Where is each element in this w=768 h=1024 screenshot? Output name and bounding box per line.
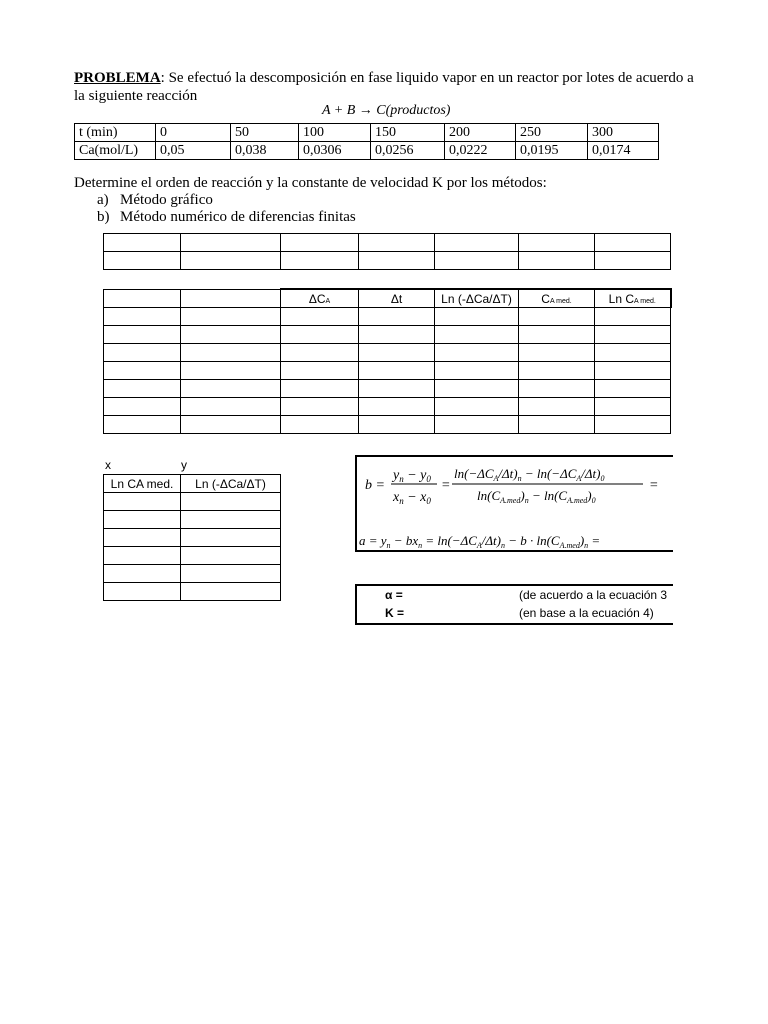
data-table (74, 123, 659, 160)
table-cell (519, 398, 595, 416)
table-cell (359, 252, 435, 270)
table-cell (181, 362, 281, 380)
table-row (104, 529, 281, 547)
k-label: K = (385, 606, 405, 620)
table-cell (359, 234, 435, 252)
table-cell (359, 362, 435, 380)
header-ca-med: CA med. (519, 289, 595, 308)
table-cell (281, 252, 359, 270)
table-cell (104, 416, 181, 434)
table-cell (519, 234, 595, 252)
table-row (104, 416, 671, 434)
table-cell (104, 362, 181, 380)
table-cell (181, 252, 281, 270)
problem-text-1: : Se efectuó la descomposición en fase liquido vapor en un reactor por lotes de acuerdo a (160, 70, 694, 86)
table-cell (104, 583, 181, 601)
table-cell (435, 344, 519, 362)
problem-line-1 (74, 69, 694, 87)
table-row (104, 493, 281, 511)
table-cell: 250 (516, 124, 588, 142)
table-cell (519, 326, 595, 344)
method-b-label: b) (97, 209, 110, 225)
slope-intercept-formulas (357, 457, 673, 550)
table-cell (104, 547, 181, 565)
table-cell: Ca(mol/L) (75, 142, 156, 160)
table-row-concentration (75, 142, 659, 160)
table-cell (595, 234, 671, 252)
problem-title: PROBLEMA (74, 70, 161, 86)
table-cell (104, 234, 181, 252)
table-cell: 0,05 (156, 142, 231, 160)
table-cell (595, 326, 671, 344)
table-cell (595, 344, 671, 362)
table-cell: 0,0256 (371, 142, 445, 160)
header-delta-ca: ΔCA (281, 289, 359, 308)
svg-text:=: = (649, 478, 659, 493)
table-cell (519, 252, 595, 270)
table-row (104, 380, 671, 398)
table-cell (435, 380, 519, 398)
table-cell (181, 234, 281, 252)
svg-text:=: = (441, 478, 451, 493)
table-cell (104, 344, 181, 362)
table-cell (281, 326, 359, 344)
table-row (104, 362, 671, 380)
table-row (104, 511, 281, 529)
table-row (104, 547, 281, 565)
svg-text:yn − y0: $y_n - y_0$ (393, 468, 431, 484)
table-cell (435, 362, 519, 380)
table-cell (435, 308, 519, 326)
header-delta-t: Δt (359, 289, 435, 308)
table-cell: 0,0174 (588, 142, 659, 160)
header-ln-ca-med: Ln CA med. (104, 475, 181, 493)
table-cell (104, 308, 181, 326)
k-note: (en base a la ecuación 4) (519, 606, 654, 620)
table-cell (181, 529, 281, 547)
table-cell (359, 308, 435, 326)
table-cell (281, 416, 359, 434)
table-cell (519, 380, 595, 398)
table-cell (181, 289, 281, 308)
table-cell (359, 398, 435, 416)
svg-text:a = yn − bxn = ln(−ΔCA/Δt)n −: $a = y_n - bx_n = \ln(-\Delta C_A/\Delta t)_n - b \cdot \ln(C_{A.med})_n$ = (359, 533, 601, 550)
formula-box (355, 455, 673, 552)
table-row (104, 565, 281, 583)
table-cell (181, 326, 281, 344)
header-ln-rate: Ln (-ΔCa/ΔT) (181, 475, 281, 493)
results-box (355, 584, 673, 625)
table-cell (104, 326, 181, 344)
table-row (104, 308, 671, 326)
table-row (104, 234, 671, 252)
table-cell: 0,038 (231, 142, 299, 160)
table-cell (595, 308, 671, 326)
table-header-row (104, 289, 671, 308)
table-row (104, 252, 671, 270)
table-cell (595, 380, 671, 398)
table-cell (435, 398, 519, 416)
method-b-text: Método numérico de diferencias finitas (120, 209, 356, 225)
table-cell (104, 380, 181, 398)
svg-text:b =: b = (365, 478, 385, 493)
table-cell (281, 362, 359, 380)
reaction-equation: A + B → C(productos) (322, 103, 451, 118)
table-cell (519, 362, 595, 380)
xy-table (103, 474, 281, 601)
table-cell: 0,0222 (445, 142, 516, 160)
table-cell: 200 (445, 124, 516, 142)
table-cell (181, 493, 281, 511)
table-cell (435, 234, 519, 252)
table-row (104, 326, 671, 344)
table-cell: 50 (231, 124, 299, 142)
svg-text:ln(CA.med)n − ln(CA.med)0: $\ln(C_{A.med})_n - \ln(C_{A.med})_0$ (477, 488, 596, 505)
table-cell (181, 308, 281, 326)
table-cell (181, 416, 281, 434)
table-cell: 0,0195 (516, 142, 588, 160)
x-label: x (105, 458, 111, 472)
table-cell (181, 380, 281, 398)
table-cell (519, 308, 595, 326)
table-cell (104, 493, 181, 511)
table-cell (595, 398, 671, 416)
table-row (104, 583, 281, 601)
table-cell (435, 252, 519, 270)
table-cell (281, 308, 359, 326)
table-cell: 0 (156, 124, 231, 142)
table-cell (104, 511, 181, 529)
table-cell: 100 (299, 124, 371, 142)
table-cell (104, 565, 181, 583)
method-a-text: Método gráfico (120, 192, 213, 208)
table-cell: 0,0306 (299, 142, 371, 160)
finite-differences-table (103, 288, 672, 434)
svg-text:xn − x0: $x_n - x_0$ (393, 490, 431, 506)
table-cell: 150 (371, 124, 445, 142)
table-row (104, 344, 671, 362)
table-cell (595, 416, 671, 434)
table-cell (104, 398, 181, 416)
table-cell (435, 416, 519, 434)
instructions-line: Determine el orden de reacción y la constante de velocidad K por los métodos: (74, 175, 547, 191)
table-cell (595, 362, 671, 380)
table-cell (104, 289, 181, 308)
table-cell (359, 380, 435, 398)
table-cell (104, 529, 181, 547)
table-header-row (104, 475, 281, 493)
table-cell (359, 344, 435, 362)
problem-text-2: la siguiente reacción (74, 88, 198, 104)
header-ln-ca-med: Ln CA med. (595, 289, 671, 308)
table-cell (595, 252, 671, 270)
table-cell (519, 344, 595, 362)
table-row-time (75, 124, 659, 142)
table-cell (281, 398, 359, 416)
table-cell (181, 511, 281, 529)
table-cell (281, 344, 359, 362)
table-cell (359, 416, 435, 434)
table-cell: t (min) (75, 124, 156, 142)
table-cell (104, 252, 181, 270)
table-cell (181, 547, 281, 565)
y-label: y (181, 458, 187, 472)
method-a-label: a) (97, 192, 109, 208)
table-cell: 300 (588, 124, 659, 142)
table-cell (181, 583, 281, 601)
table-cell (181, 565, 281, 583)
table-cell (281, 380, 359, 398)
svg-text:ln(−ΔCA/Δt)n − ln(−ΔCA/Δt)0: $\ln(-\Delta C_A/\Delta t)_n - \ln(-\Delta C_A/\Delta t)_0$ (454, 466, 605, 483)
table-cell (181, 398, 281, 416)
table-cell (519, 416, 595, 434)
alpha-label: α = (385, 588, 403, 602)
alpha-note: (de acuerdo a la ecuación 3 (519, 588, 668, 602)
table-row (104, 398, 671, 416)
table-cell (281, 234, 359, 252)
table-cell (181, 344, 281, 362)
header-ln-rate: Ln (-ΔCa/ΔT) (435, 289, 519, 308)
table-cell (435, 326, 519, 344)
table-cell (359, 326, 435, 344)
empty-table (103, 233, 671, 270)
